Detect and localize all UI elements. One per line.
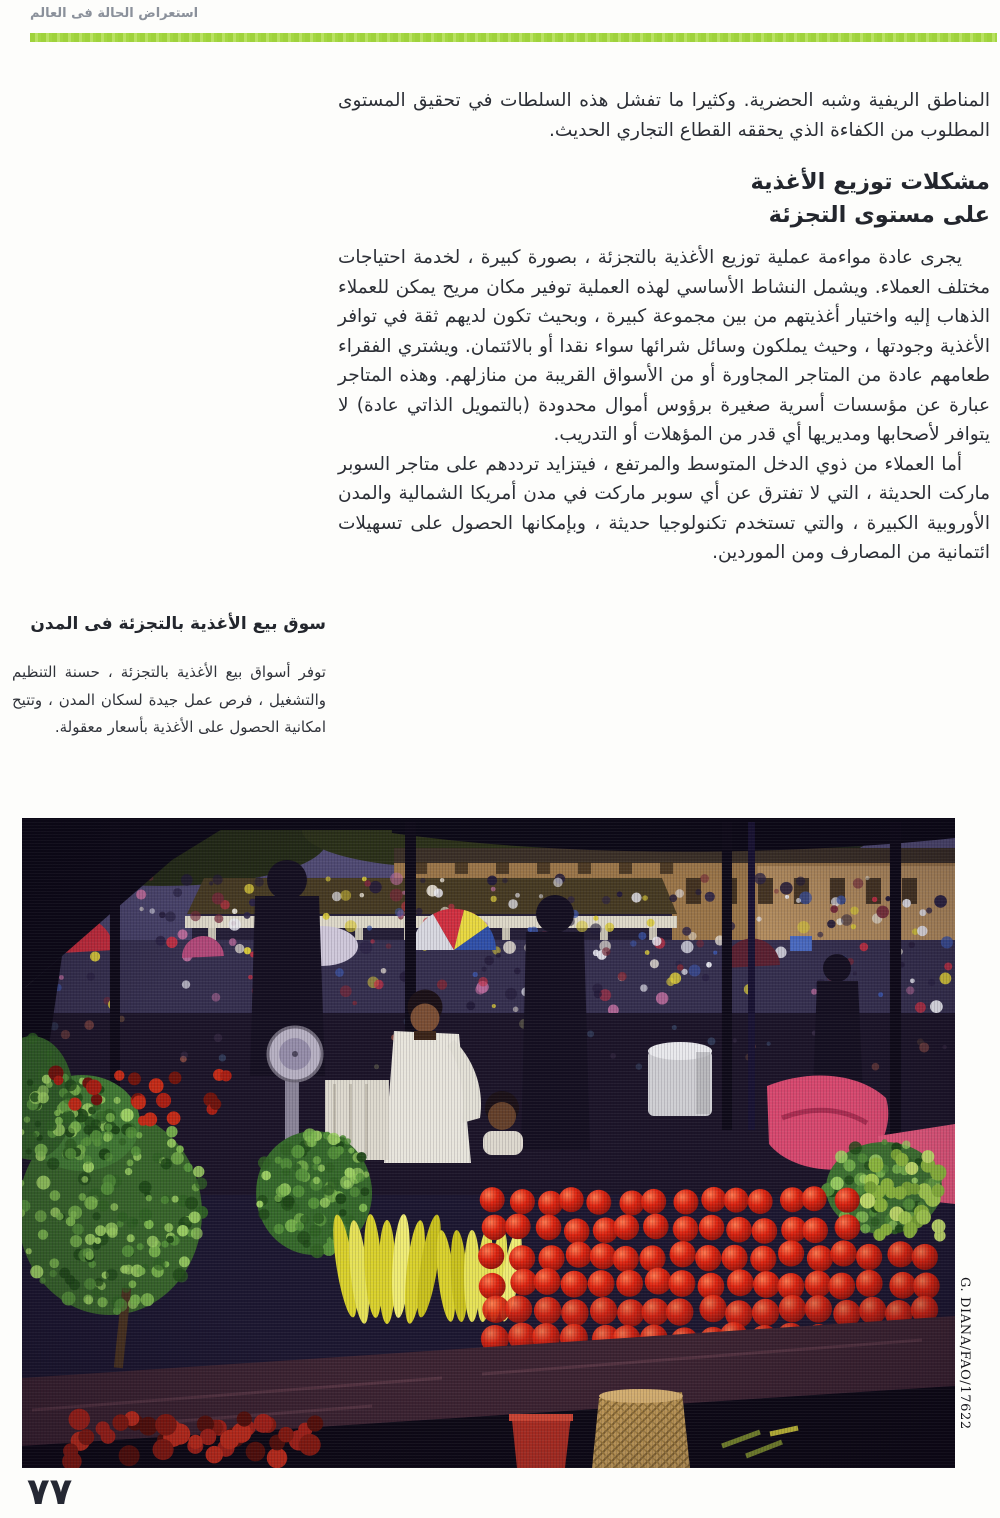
section-heading-line1: مشكلات توزيع الأغذية [750,169,990,195]
market-photo [22,818,955,1468]
section-heading [338,166,990,232]
sidebar-caption [12,612,326,742]
crowd-band [22,940,955,1014]
paragraph-continuation: المناطق الريفية وشبه الحضرية. وكثيرا ما تفشل هذه السلطات في تحقيق المستوى المطلوب من الكفاءة الذي يحققه القطاع التجاري الحديث. [338,90,990,141]
page-number: ٧٧ [27,1470,73,1513]
woven-basket [592,1389,690,1468]
paragraph-retail: يجرى عادة مواءمة عملية توزيع الأغذية بالتجزئة ، بصورة كبيرة ، لخدمة احتياجات مختلف العملاء. ويشمل النشاط الأساسي لهذه العملية توفير مكان مريح يمكن للعملاء الذهاب إليه واختيار أغذيتهم من بين مجموعة كبيرة ، وبحيث تكون لديهم ثقة في توافر الأغذية وجودتها ، وحيث يملكون وسائل شرائها سواء نقدا أو بالائتمان. ويشتري الفقراء طعامهم عادة من المتاجر المجاورة أو من الأسواق القريبة من منازلهم. وهذه المتاجر عبارة عن مؤسسات أسرية صغيرة برؤوس أموال محدودة (بالتمويل الذاتي عادة) لا يتوافر لأصحابها ومديريها أي قدر من المؤهلات أو التدريب. [338,247,990,445]
sidebar-caption-body: توفر أسواق بيع الأغذية بالتجزئة ، حسنة التنظيم والتشغيل ، فرص عمل جيدة لسكان المدن ، وتتيح امكانية الحصول على الأغذية بأسعار معقولة. [12,663,326,736]
header-green-rule [30,33,997,42]
section-heading-line2: على مستوى التجزئة [768,202,990,228]
running-head-title: استعراض الحالة فى العالم [30,6,199,21]
paragraph-customers: أما العملاء من ذوي الدخل المتوسط والمرتفع ، فيتزايد ترددهم على متاجر السوبر ماركت الحديثة ، التي لا تفترق عن أي سوبر ماركت في مدن أمريكا الشمالية والمدن الأوروبية الكبيرة ، والتي تستخدم تكنولوجيا حديثة ، وبإمكانها الحصول على تسهيلات ائتمانية من المصارف ومن الموردين. [338,453,990,563]
white-pot [648,1042,712,1116]
red-bucket [509,1414,573,1468]
main-article [338,86,990,568]
photo-credit: G. DIANA/FAO/17622 [957,1277,972,1430]
sidebar-caption-title: سوق بيع الأغذية بالتجزئة فى المدن [30,614,326,634]
market-photo-illustration [22,818,955,1468]
